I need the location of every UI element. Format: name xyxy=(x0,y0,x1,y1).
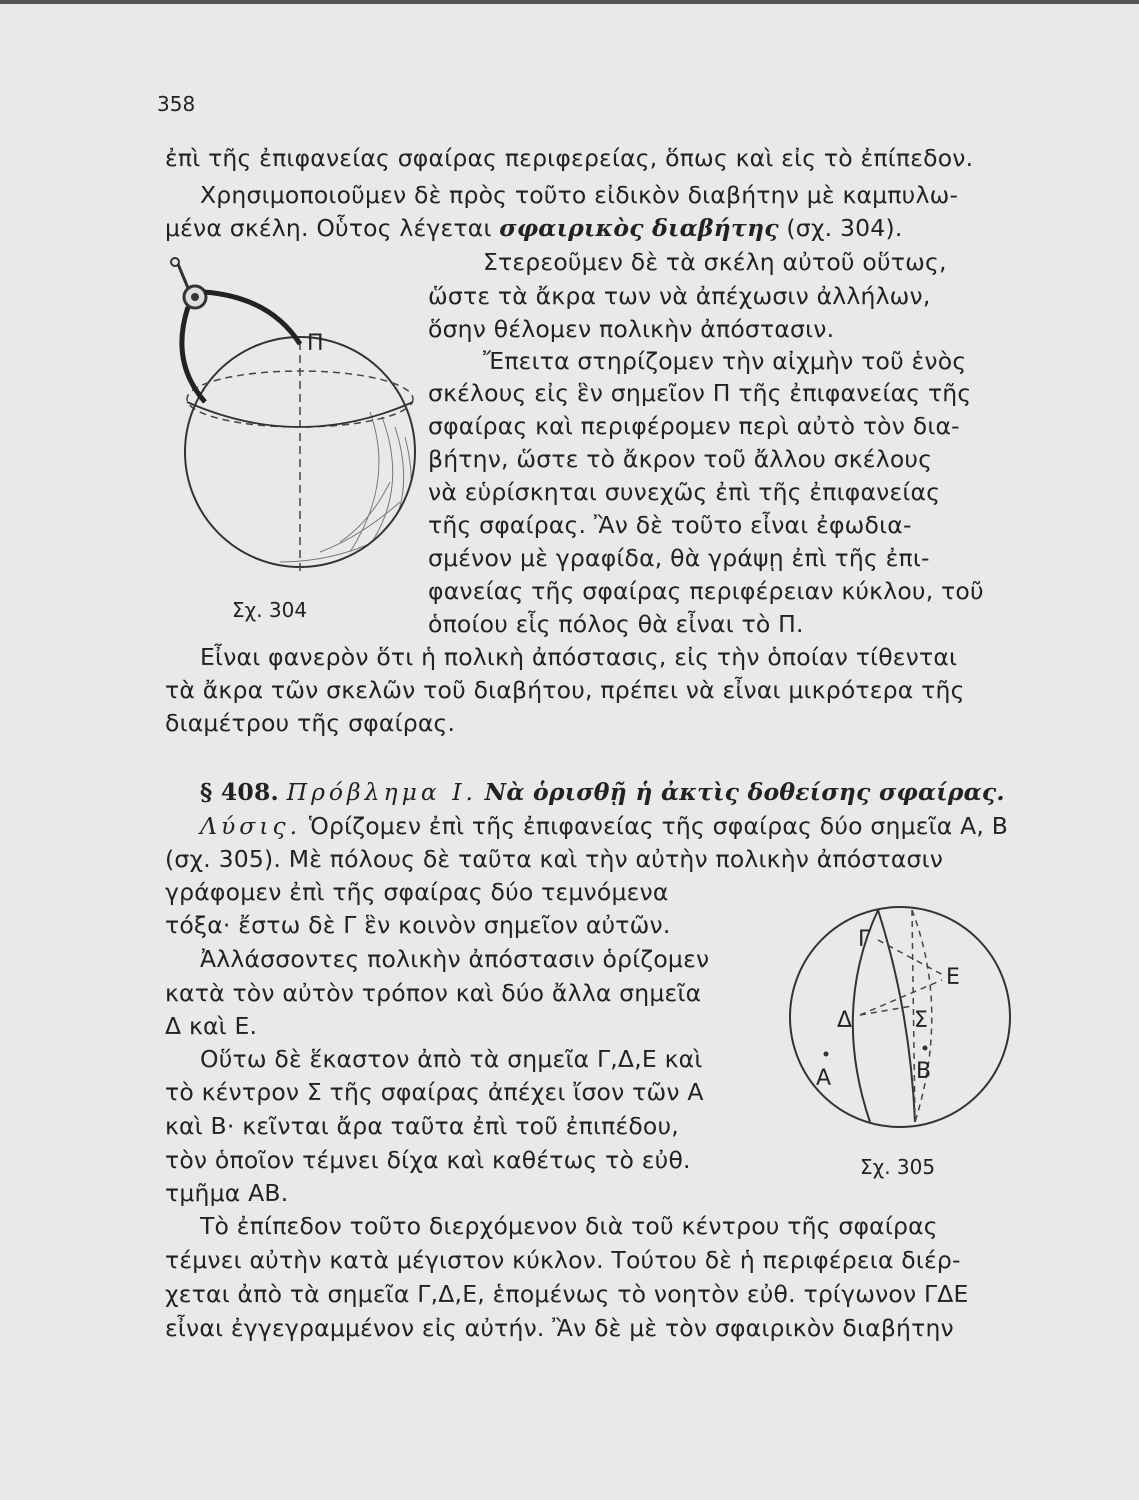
section-heading xyxy=(200,777,1005,807)
text-line: βήτην, ὥστε τὸ ἄκρον τοῦ ἄλλου σκέλους xyxy=(428,445,933,473)
label-E: Ε xyxy=(946,965,960,990)
text-line: τὸ κέντρον Σ τῆς σφαίρας ἀπέχει ἴσον τῶν Α xyxy=(165,1078,704,1106)
text-line: νὰ εὑρίσκηται συνεχῶς ἐπὶ τῆς ἐπιφανείας xyxy=(428,478,941,506)
text-line: φανείας τῆς σφαίρας περιφέρειαν κύκλου, τοῦ xyxy=(428,577,984,605)
caption-304: Σχ. 304 xyxy=(232,598,308,622)
text-line: μένα σκέλη. Οὗτος λέγεται σφαιρικὸς διαβήτης (σχ. 304). xyxy=(165,214,903,242)
text-line: ἐπὶ τῆς ἐπιφανείας σφαίρας περιφερείας, ὅπως καὶ εἰς τὸ ἐπίπεδον. xyxy=(165,144,974,172)
text-line: ὅσην θέλομεν πολικὴν ἀπόστασιν. xyxy=(428,315,835,343)
text-line: σφαίρας καὶ περιφέρομεν περὶ αὐτὸ τὸν δια- xyxy=(428,412,960,440)
problem-label: Πρόβλημα I. xyxy=(286,778,477,806)
figure-304 xyxy=(160,252,445,587)
solution-label: Λύσις. xyxy=(200,812,302,840)
text-line: Τὸ ἐπίπεδον τοῦτο διερχόμενον διὰ τοῦ κέντρου τῆς σφαίρας xyxy=(200,1212,938,1240)
text-line: Λύσις. Ὁρίζομεν ἐπὶ τῆς ἐπιφανείας τῆς σφαίρας δύο σημεῖα Α, Β xyxy=(200,812,1009,840)
text-line: Χρησιμοποιοῦμεν δὲ πρὸς τοῦτο εἰδικὸν διαβήτην μὲ καμπυλω- xyxy=(200,181,959,209)
label-G: Γ xyxy=(858,927,871,952)
text-line: Ἔπειτα στηρίζομεν τὴν αἰχμὴν τοῦ ἑνὸς xyxy=(483,347,967,375)
text-line: χεται ἀπὸ τὰ σημεῖα Γ,Δ,Ε, ἑπομένως τὸ νοητὸν εὐθ. τρίγωνον ΓΔΕ xyxy=(165,1280,969,1308)
text-line: ὁποίου εἷς πόλος θὰ εἶναι τὸ Π. xyxy=(428,610,804,638)
text-line: κατὰ τὸν αὐτὸν τρόπον καὶ δύο ἄλλα σημεῖα xyxy=(165,979,702,1007)
text-line: Εἶναι φανερὸν ὅτι ἡ πολικὴ ἀπόστασις, εἰς τὴν ὁποίαν τίθενται xyxy=(200,643,958,671)
text-line: εἶναι ἐγγεγραμμένον εἰς αὐτήν. Ἂν δὲ μὲ τὸν σφαιρικὸν διαβήτην xyxy=(165,1314,954,1342)
text-line: τέμνει αὐτὴν κατὰ μέγιστον κύκλον. Τούτου δὲ ἡ περιφέρεια διέρ- xyxy=(165,1246,961,1274)
label-P: Π xyxy=(307,331,324,356)
label-S: Σ xyxy=(914,1008,928,1033)
label-D: Δ xyxy=(837,1008,853,1033)
text-line: σμένον μὲ γραφίδα, θὰ γράψῃ ἐπὶ τῆς ἐπι- xyxy=(428,544,930,572)
text-line: τῆς σφαίρας. Ἂν δὲ τοῦτο εἶναι ἐφωδια- xyxy=(428,511,912,539)
scan-edge xyxy=(0,0,1139,4)
text-line: τόξα· ἔστω δὲ Γ ἓν κοινὸν σημεῖον αὐτῶν. xyxy=(165,911,671,939)
text-line: Στερεοῦμεν δὲ τὰ σκέλη αὐτοῦ οὕτως, xyxy=(483,248,947,276)
text-line: Ἀλλάσσοντες πολικὴν ἀπόστασιν ὁρίζομεν xyxy=(200,945,710,973)
text-line: γράφομεν ἐπὶ τῆς σφαίρας δύο τεμνόμενα xyxy=(165,878,669,906)
text-line: τμῆμα ΑΒ. xyxy=(165,1179,289,1207)
page-number: 358 xyxy=(157,92,196,116)
label-A: Α xyxy=(816,1066,832,1091)
label-B: Β xyxy=(916,1059,932,1084)
text-line: Δ καὶ Ε. xyxy=(165,1012,258,1040)
caption-305: Σχ. 305 xyxy=(860,1155,936,1179)
text-line: ὥστε τὰ ἄκρα των νὰ ἀπέχωσιν ἀλλήλων, xyxy=(428,282,931,310)
text-line: τὰ ἄκρα τῶν σκελῶν τοῦ διαβήτου, πρέπει νὰ εἶναι μικρότερα τῆς xyxy=(165,676,965,704)
text-line: τὸν ὁποῖον τέμνει δίχα καὶ καθέτως τὸ εὐθ. xyxy=(165,1146,691,1174)
text-line: διαμέτρου τῆς σφαίρας. xyxy=(165,709,456,737)
text-line: (σχ. 305). Μὲ πόλους δὲ ταῦτα καὶ τὴν αὐτὴν πολικὴν ἀπόστασιν xyxy=(165,845,944,873)
section-number: § 408. xyxy=(200,778,279,806)
problem-title: Νὰ ὁρισθῇ ἡ ἀκτὶς δοθείσης σφαίρας. xyxy=(484,778,1005,806)
term-spherical-compass: σφαιρικὸς διαβήτης xyxy=(499,214,779,242)
text-line: σκέλους εἰς ἓν σημεῖον Π τῆς ἐπιφανείας τῆς xyxy=(428,379,972,407)
text-line: Οὕτω δὲ ἕκαστον ἀπὸ τὰ σημεῖα Γ,Δ,Ε καὶ xyxy=(200,1045,703,1073)
figure-305 xyxy=(770,900,1030,1155)
text-line: καὶ Β· κεῖνται ἄρα ταῦτα ἐπὶ τοῦ ἐπιπέδου, xyxy=(165,1112,679,1140)
